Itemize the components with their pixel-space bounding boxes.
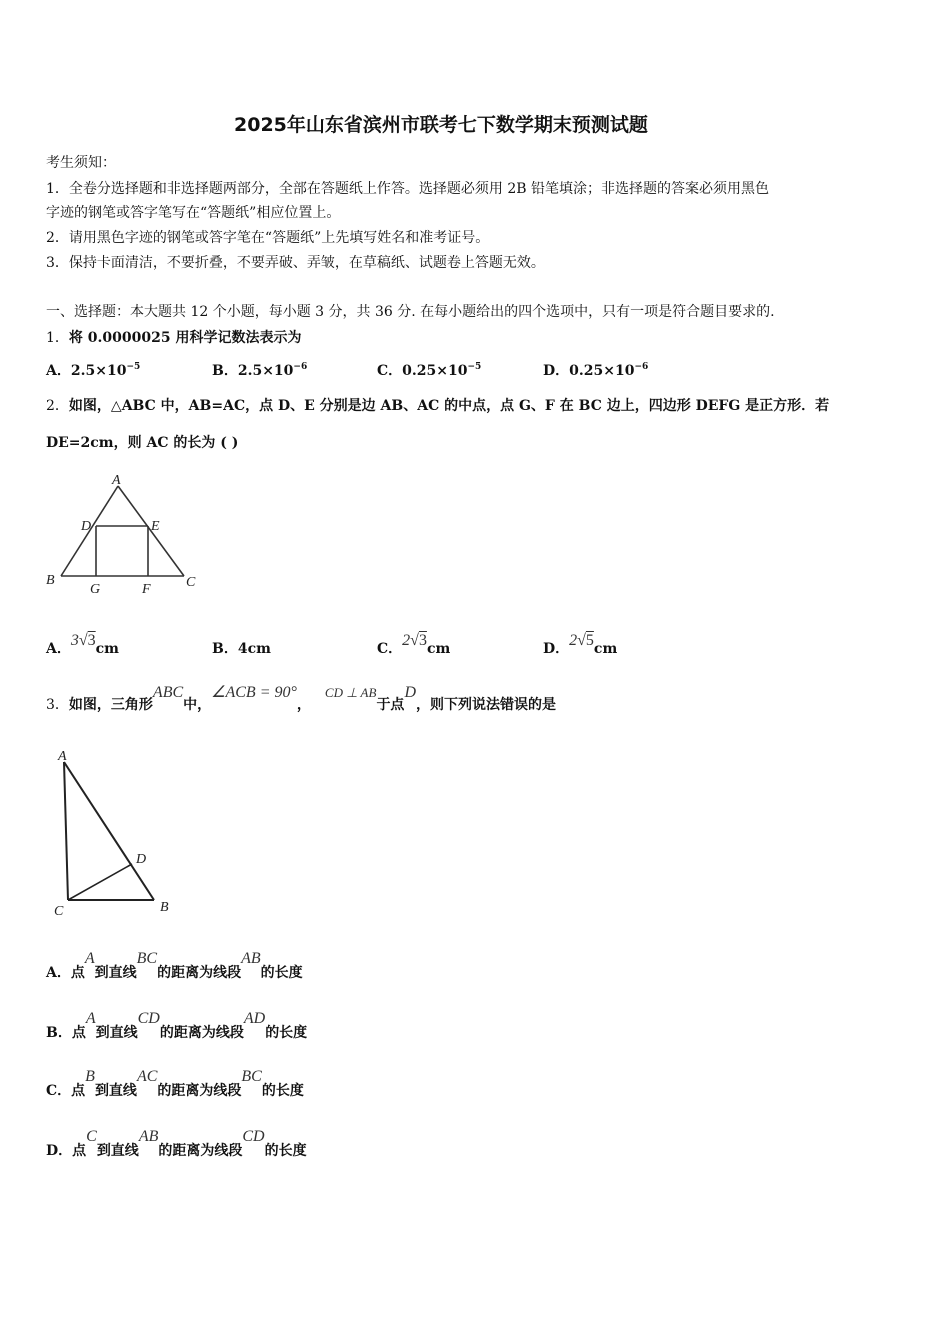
- q3-triangle-figure: [40, 740, 190, 920]
- label-d: D: [81, 519, 92, 534]
- option-base: 0.25×10: [569, 363, 635, 379]
- math-segment: AB: [241, 950, 261, 967]
- label-c: C: [186, 575, 196, 590]
- option-exponent: −6: [293, 362, 308, 372]
- option-value: 4cm: [237, 641, 271, 657]
- option-text: 的长度: [264, 1143, 307, 1159]
- option-text: 到直线: [94, 1083, 137, 1099]
- option-label: A．: [46, 363, 71, 379]
- option-text: 点: [70, 965, 85, 981]
- option-base: 2.5×10: [237, 363, 294, 379]
- math-line: AB: [138, 1128, 159, 1145]
- question-2-line-2: DE=2cm，则 AC 的长为 ( ): [46, 435, 239, 451]
- side-ab: [64, 762, 154, 900]
- q2-option-a[interactable]: A．3√3cm: [46, 632, 119, 657]
- math-triangle-abc: ABC: [152, 684, 184, 701]
- question-3: [46, 684, 556, 714]
- q1-option-c[interactable]: [377, 362, 481, 382]
- q3-option-b[interactable]: [46, 1010, 307, 1040]
- math-cd-perp-ab: CD ⊥ AB: [324, 685, 377, 700]
- notice-line-3: 3．保持卡面清洁，不要折叠，不要弄破、弄皱，在草稿纸、试题卷上答题无效。: [46, 255, 545, 271]
- option-label: D．: [543, 641, 570, 657]
- question-text: ，: [296, 697, 311, 713]
- option-label: C．: [377, 641, 403, 657]
- option-radicand: 3: [87, 632, 96, 649]
- question-text: 于点: [376, 697, 405, 713]
- option-label: A．: [46, 641, 71, 657]
- page-title: 2025年山东省滨州市联考七下数学期末预测试题: [234, 114, 648, 136]
- math-angle-acb: ∠ACB = 90°: [211, 684, 297, 701]
- label-e: E: [151, 519, 160, 534]
- option-text: 的长度: [261, 1083, 304, 1099]
- notice-line-1a: 1．全卷分选择题和非选择题两部分，全部在答题纸上作答。选择题必须用 2B 铅笔填涂；非选择题的答案必须用黑色: [46, 181, 769, 197]
- option-text: 的距离为线段: [159, 1025, 244, 1041]
- option-text: 到直线: [94, 965, 137, 981]
- question-number: 2．: [46, 398, 69, 414]
- option-coefficient: 2: [402, 632, 411, 649]
- label-b: B: [46, 573, 55, 588]
- option-exponent: −5: [126, 362, 141, 372]
- option-base: 0.25×10: [402, 363, 468, 379]
- q3-option-d[interactable]: [46, 1128, 307, 1158]
- option-text: 的距离为线段: [158, 1143, 243, 1159]
- option-text: 点: [71, 1083, 86, 1099]
- notice-line-2: 2．请用黑色字迹的钢笔或答字笔在“答题纸”上先填写姓名和准考证号。: [46, 230, 490, 246]
- option-radicand: 3: [418, 632, 427, 649]
- option-radicand: 5: [585, 632, 594, 649]
- question-2: [46, 397, 829, 415]
- q2-triangle-figure: [40, 470, 210, 598]
- option-label: D．: [543, 363, 570, 379]
- math-line: CD: [137, 1010, 160, 1027]
- option-text: 到直线: [96, 1143, 139, 1159]
- option-unit: cm: [593, 641, 618, 657]
- notice-line-1b: 字迹的钢笔或答字笔写在“答题纸”相应位置上。: [46, 205, 341, 221]
- q3-option-a[interactable]: [46, 950, 303, 980]
- label-d: D: [136, 852, 147, 867]
- q1-option-d[interactable]: [543, 362, 648, 382]
- option-text: 的距离为线段: [157, 965, 242, 981]
- option-base: 2.5×10: [70, 363, 127, 379]
- option-label: D．: [46, 1143, 73, 1159]
- math-segment: CD: [242, 1128, 265, 1145]
- option-label: B．: [46, 1025, 72, 1041]
- option-label: C．: [46, 1083, 72, 1099]
- segment-cd: [68, 864, 132, 900]
- label-b: B: [160, 900, 169, 915]
- q2-option-c[interactable]: C．2√3cm: [377, 632, 451, 657]
- question-number: 3．: [46, 697, 69, 713]
- option-unit: cm: [95, 641, 119, 657]
- option-label: A．: [46, 965, 71, 981]
- question-text: 如图，三角形: [68, 697, 153, 713]
- math-point-d: D: [404, 684, 416, 701]
- option-text: 的距离为线段: [157, 1083, 242, 1099]
- math-point: A: [85, 1010, 96, 1027]
- question-text: 将 0.0000025 用科学记数法表示为: [68, 330, 302, 346]
- math-line: BC: [136, 950, 158, 967]
- option-text: 到直线: [95, 1025, 138, 1041]
- math-point: B: [85, 1068, 95, 1085]
- math-line: AC: [136, 1068, 158, 1085]
- label-f: F: [142, 582, 151, 597]
- q2-option-b[interactable]: [212, 640, 271, 658]
- math-segment: BC: [241, 1068, 262, 1085]
- q3-option-c[interactable]: [46, 1068, 304, 1098]
- option-text: 点: [72, 1143, 87, 1159]
- option-label: B．: [212, 363, 238, 379]
- label-g: G: [90, 582, 101, 597]
- q2-option-d[interactable]: D．2√5cm: [543, 632, 618, 657]
- label-a: A: [58, 749, 67, 764]
- q1-option-a[interactable]: [46, 362, 140, 382]
- math-point: A: [84, 950, 95, 967]
- question-text: 中，: [183, 697, 212, 713]
- option-text: 点: [71, 1025, 86, 1041]
- label-c: C: [54, 904, 64, 919]
- q1-option-b[interactable]: [212, 362, 307, 382]
- option-coefficient: 2: [569, 632, 578, 649]
- section-heading: 一、选择题：本大题共 12 个小题，每小题 3 分，共 36 分. 在每小题给出的四个选项中，只有一项是符合题目要求的.: [46, 304, 775, 320]
- question-text: ，则下列说法错误的是: [416, 697, 556, 713]
- option-label: B．: [212, 641, 238, 657]
- label-a: A: [112, 473, 121, 488]
- option-exponent: −6: [634, 362, 649, 372]
- option-unit: cm: [426, 641, 451, 657]
- option-text: 的长度: [265, 1025, 308, 1041]
- option-text: 的长度: [260, 965, 303, 981]
- question-number: 1．: [46, 330, 69, 346]
- math-point: C: [86, 1128, 97, 1145]
- math-segment: AD: [243, 1010, 266, 1027]
- option-label: C．: [377, 363, 403, 379]
- option-coefficient: 3: [70, 632, 79, 649]
- option-exponent: −5: [467, 362, 482, 372]
- question-text-line-1: 如图，△ABC 中，AB=AC，点 D、E 分别是边 AB、AC 的中点，点 G、F 在 BC 边上，四边形 DEFG 是正方形．若: [68, 398, 830, 414]
- question-1: [46, 329, 301, 347]
- side-ac: [64, 762, 68, 900]
- notice-heading: 考生须知：: [46, 155, 116, 171]
